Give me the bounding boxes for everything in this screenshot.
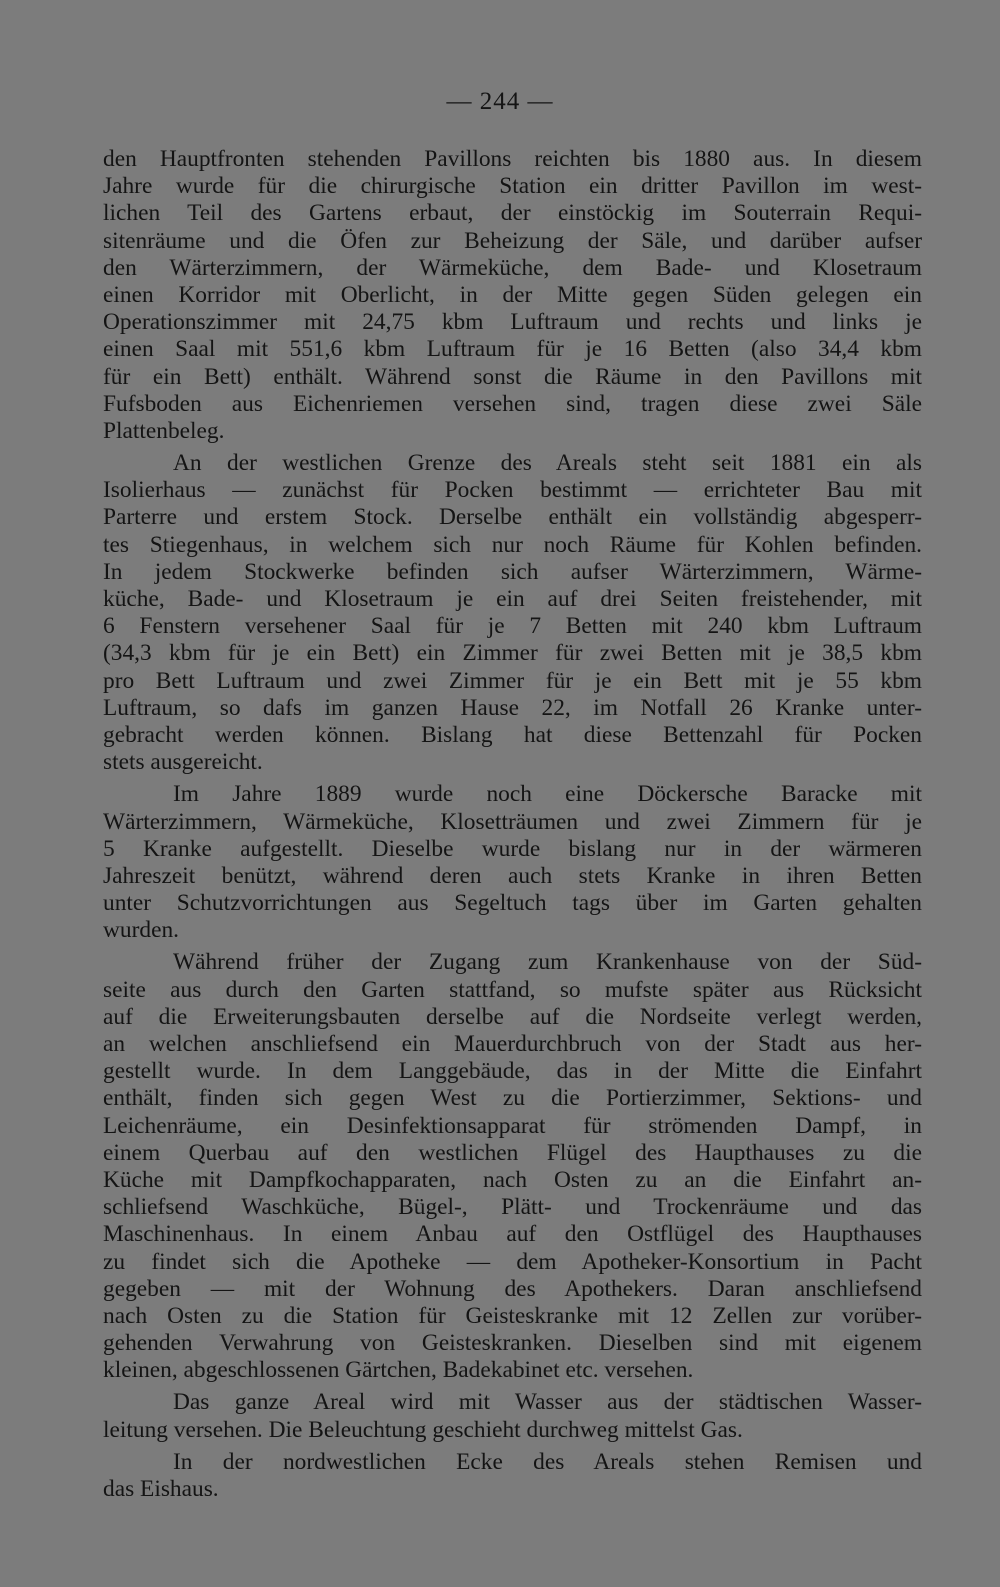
text-line: Isolierhaus — zunächst für Pocken bestimmt — errichteter Bau mit (103, 477, 922, 504)
text-line: Operationszimmer mit 24,75 kbm Luftraum und rechts und links je (103, 309, 922, 336)
text-line: Plattenbeleg. (103, 417, 225, 444)
text-line: auf die Erweiterungsbauten derselbe auf die Nordseite verlegt werden, (103, 1003, 922, 1030)
text-line: Das ganze Areal wird mit Wasser aus der städtischen Wasser- (173, 1389, 922, 1416)
text-line: enthält, finden sich gegen West zu die Portierzimmer, Sektions- und (103, 1085, 922, 1112)
text-line: Küche mit Dampfkochapparaten, nach Osten zu an die Einfahrt an- (103, 1166, 922, 1193)
paragraph (103, 146, 922, 445)
text-line: küche, Bade- und Klosetraum je ein auf drei Seiten freistehender, mit (103, 586, 922, 612)
text-line: einen Saal mit 551,6 kbm Luftraum für je 16 Betten (also 34,4 kbm (103, 336, 922, 363)
text-line: Leichenräume, ein Desinfektionsapparat für strömenden Dampf, in (103, 1112, 922, 1139)
text-line: Während früher der Zugang zum Krankenhause von der Süd- (173, 949, 922, 976)
text-line: unter Schutzvorrichtungen aus Segeltuch tags über im Garten gehalten (103, 890, 922, 917)
paragraph (103, 1449, 922, 1503)
text-line: schliefsend Waschküche, Bügel-, Plätt- und Trockenräume und das (103, 1194, 922, 1221)
text-line: In der nordwestlichen Ecke des Areals stehen Remisen und (173, 1448, 922, 1475)
text-line: zu findet sich die Apotheke — dem Apotheker-Konsortium in Pacht (103, 1248, 922, 1275)
text-line: Luftraum, so dafs im ganzen Hause 22, im Notfall 26 Kranke unter- (103, 694, 922, 721)
text-line: für ein Bett) enthält. Während sonst die Räume in den Pavillons mit (103, 363, 922, 390)
paragraph (103, 949, 922, 1384)
text-line: seite aus durch den Garten stattfand, so mufste später aus Rücksicht (103, 976, 922, 1003)
paragraph (103, 450, 922, 776)
text-line: nach Osten zu die Station für Geisteskranke mit 12 Zellen zur vorüber- (103, 1302, 922, 1329)
body-text (103, 146, 922, 1508)
text-line: pro Bett Luftraum und zwei Zimmer für je ein Bett mit je 55 kbm (103, 667, 922, 694)
text-line: tes Stiegenhaus, in welchem sich nur noch Räume für Kohlen befinden. (103, 531, 922, 558)
page-number: — 244 — (446, 88, 554, 115)
text-line: Wärterzimmern, Wärmeküche, Klosetträumen und zwei Zimmern für je (103, 808, 922, 835)
text-line: sitenräume und die Öfen zur Beheizung der Säle, und darüber aufser (103, 227, 922, 254)
text-line: Jahreszeit benützt, während deren auch stets Kranke in ihren Betten (103, 862, 922, 889)
text-line: lichen Teil des Gartens erbaut, der einstöckig im Souterrain Requi- (103, 200, 922, 227)
text-line: Jahre wurde für die chirurgische Station ein dritter Pavillon im west- (103, 173, 922, 200)
text-line: 6 Fenstern versehener Saal für je 7 Betten mit 240 kbm Luftraum (103, 613, 922, 640)
text-line: Maschinenhaus. In einem Anbau auf den Ostflügel des Haupthauses (103, 1221, 922, 1248)
text-line: gebracht werden können. Bislang hat diese Bettenzahl für Pocken (103, 721, 922, 748)
text-line: den Wärterzimmern, der Wärmeküche, dem Bade- und Klosetraum (103, 254, 922, 281)
text-line: Im Jahre 1889 wurde noch eine Döckersche Baracke mit (173, 781, 922, 808)
text-line: einem Querbau auf den westlichen Flügel des Haupthauses zu die (103, 1139, 922, 1166)
text-line: leitung versehen. Die Beleuchtung geschieht durchweg mittelst Gas. (103, 1416, 743, 1443)
text-line: An der westlichen Grenze des Areals steht seit 1881 ein als (173, 450, 922, 477)
text-line: stets ausgereicht. (103, 749, 263, 776)
text-line: gestellt wurde. In dem Langgebäude, das in der Mitte die Einfahrt (103, 1058, 922, 1085)
text-line: das Eishaus. (103, 1476, 219, 1502)
text-line: Fufsboden aus Eichenriemen versehen sind, tragen diese zwei Säle (103, 390, 922, 417)
text-line: In jedem Stockwerke befinden sich aufser Wärterzimmern, Wärme- (103, 558, 922, 585)
paragraph (103, 1389, 922, 1443)
text-line: den Hauptfronten stehenden Pavillons reichten bis 1880 aus. In diesem (103, 146, 922, 172)
text-line: gehenden Verwahrung von Geisteskranken. Dieselben sind mit eigenem (103, 1330, 922, 1357)
text-line: wurden. (103, 917, 179, 944)
text-line: an welchen anschliefsend ein Mauerdurchbruch von der Stadt aus her- (103, 1031, 922, 1057)
text-line: gegeben — mit der Wohnung des Apothekers. Daran anschliefsend (103, 1275, 922, 1302)
text-line: 5 Kranke aufgestellt. Dieselbe wurde bislang nur in der wärmeren (103, 835, 922, 862)
paragraph (103, 781, 922, 944)
text-line: einen Korridor mit Oberlicht, in der Mitte gegen Süden gelegen ein (103, 281, 922, 308)
text-line: kleinen, abgeschlossenen Gärtchen, Badekabinet etc. versehen. (103, 1357, 694, 1384)
text-line: (34,3 kbm für je ein Bett) ein Zimmer für zwei Betten mit je 38,5 kbm (103, 640, 922, 667)
text-line: Parterre und erstem Stock. Derselbe enthält ein vollständig abgesperr- (103, 504, 922, 531)
